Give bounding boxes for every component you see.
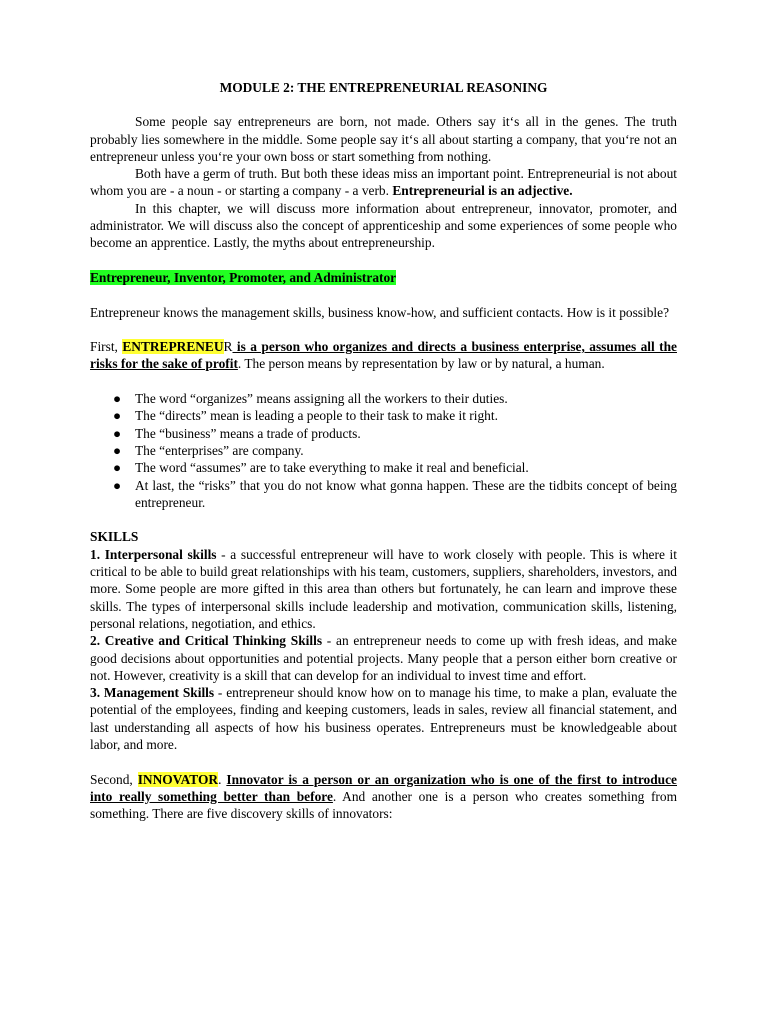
bullet-item: ● The “enterprises” are company. [113, 442, 304, 458]
spacer [90, 286, 677, 303]
entrepreneur-term-highlight: ENTREPRENEU [122, 339, 224, 355]
skill-text: - entrepreneur should know how on to manage his time, to make a plan, evaluate the potential of the employees, finding and keeping customers, leads in sales, review all financial statement, and last understanding all aspects of how his business operates. Entrepreneurs must be knowledgeable about labor, and more. [90, 685, 677, 752]
page-title: MODULE 2: THE ENTREPRENEURIAL REASONING [219, 80, 548, 95]
entrepreneur-definition: is a person who organizes and directs a business enterprise, assumes all the risks for the sake of profit [90, 339, 677, 372]
spacer [90, 511, 677, 528]
intro-paragraph-2-text: Both have a germ of truth. But both these ideas miss an important point. Entrepreneurial is not about whom you are - a noun - or starting a company - a verb. [90, 166, 677, 199]
innovator-definition: Innovator is a person or an organization who is one of the first to introduce into really something better than before [90, 771, 677, 804]
section-heading-highlight: Entrepreneur, Inventor, Promoter, and Administrator [90, 269, 397, 285]
skill-title: 1. Interpersonal skills [90, 546, 217, 562]
innovator-term-highlight: INNOVATOR [137, 771, 219, 787]
bullet-icon: ● [113, 408, 122, 424]
skill-interpersonal [90, 546, 677, 632]
entrepreneur-paragraph [90, 338, 677, 373]
intro-paragraph-1: Some people say entrepreneurs are born, not made. Others say it‘s all in the genes. The truth probably lies somewhere in the middle. Some people say it‘s all about starting a company, that you‘re not an entrepreneur unless you‘re your own boss or start something from nothing. [90, 114, 677, 164]
bullet-item: ● The “directs” mean is leading a people to their task to make it right. [113, 408, 498, 424]
question-paragraph: Entrepreneur knows the management skills, business know-how, and sufficient contacts. How is it possible? [90, 304, 670, 320]
skill-title: 3. Management Skills [90, 685, 215, 701]
intro-paragraph-3: In this chapter, we will discuss more information about entrepreneur, innovator, promoter, and administrator. We will discuss also the concept of apprenticeship and some experiences of some people who become an apprentice. Lastly, the myths about entrepreneurship. [90, 200, 677, 251]
entrepreneur-term-tail: R [223, 339, 233, 355]
skill-title: 2. Creative and Critical Thinking Skills [90, 633, 323, 649]
intro-paragraph-2 [90, 165, 677, 200]
bullet-icon: ● [113, 477, 122, 493]
bullet-icon: ● [113, 391, 122, 407]
innovator-sep: . [218, 771, 227, 787]
bullet-icon: ● [113, 460, 122, 476]
skill-text: - an entrepreneur needs to come up with fresh ideas, and make good decisions about opportunities and potential projects. Many people that a person either born creative or not. However, creativity is a skill that can develop for an individual to invest time and effort. [90, 633, 677, 683]
bullet-list [90, 390, 677, 511]
skills-heading: SKILLS [90, 529, 139, 545]
bullet-item: ● At last, the “risks” that you do not know what gonna happen. These are the tidbits concept of being entrepreneur. [113, 477, 677, 510]
section-heading [90, 269, 677, 286]
bullet-item: ● The word “organizes” means assigning all the workers to their duties. [113, 391, 508, 407]
bullet-icon: ● [113, 425, 122, 441]
spacer [90, 373, 677, 390]
innovator-tail: . And another one is a person who creates something from something. There are five discovery skills of innovators: [90, 788, 677, 822]
document-body [90, 79, 677, 822]
spacer [90, 753, 677, 770]
skill-management [90, 684, 677, 753]
spacer [90, 321, 677, 338]
intro-paragraph-2-bold: Entrepreneurial is an adjective. [392, 183, 573, 199]
innovator-paragraph [90, 771, 677, 823]
entrepreneur-tail: . The person means by representation by law or by natural, a human. [237, 356, 605, 372]
bullet-icon: ● [113, 442, 122, 458]
spacer [90, 252, 677, 269]
innovator-lead: Second, [90, 771, 138, 787]
bullet-item: ● The word “assumes” are to take everything to make it real and beneficial. [113, 460, 529, 476]
skill-creative-critical [90, 632, 677, 684]
bullet-item: ● The “business” means a trade of products. [113, 425, 361, 441]
skill-text: - a successful entrepreneur will have to work closely with people. This is where it critical to be able to build great relationships with his team, customers, suppliers, shareholders, investors, and more. Some people are more gifted in this area than others but fortunately, he can learn and improve these skills. The types of interpersonal skills include leadership and motivation, communication skills, listening, personal relations, negotiation, and ethics. [90, 546, 677, 631]
entrepreneur-lead: First, [90, 339, 123, 355]
